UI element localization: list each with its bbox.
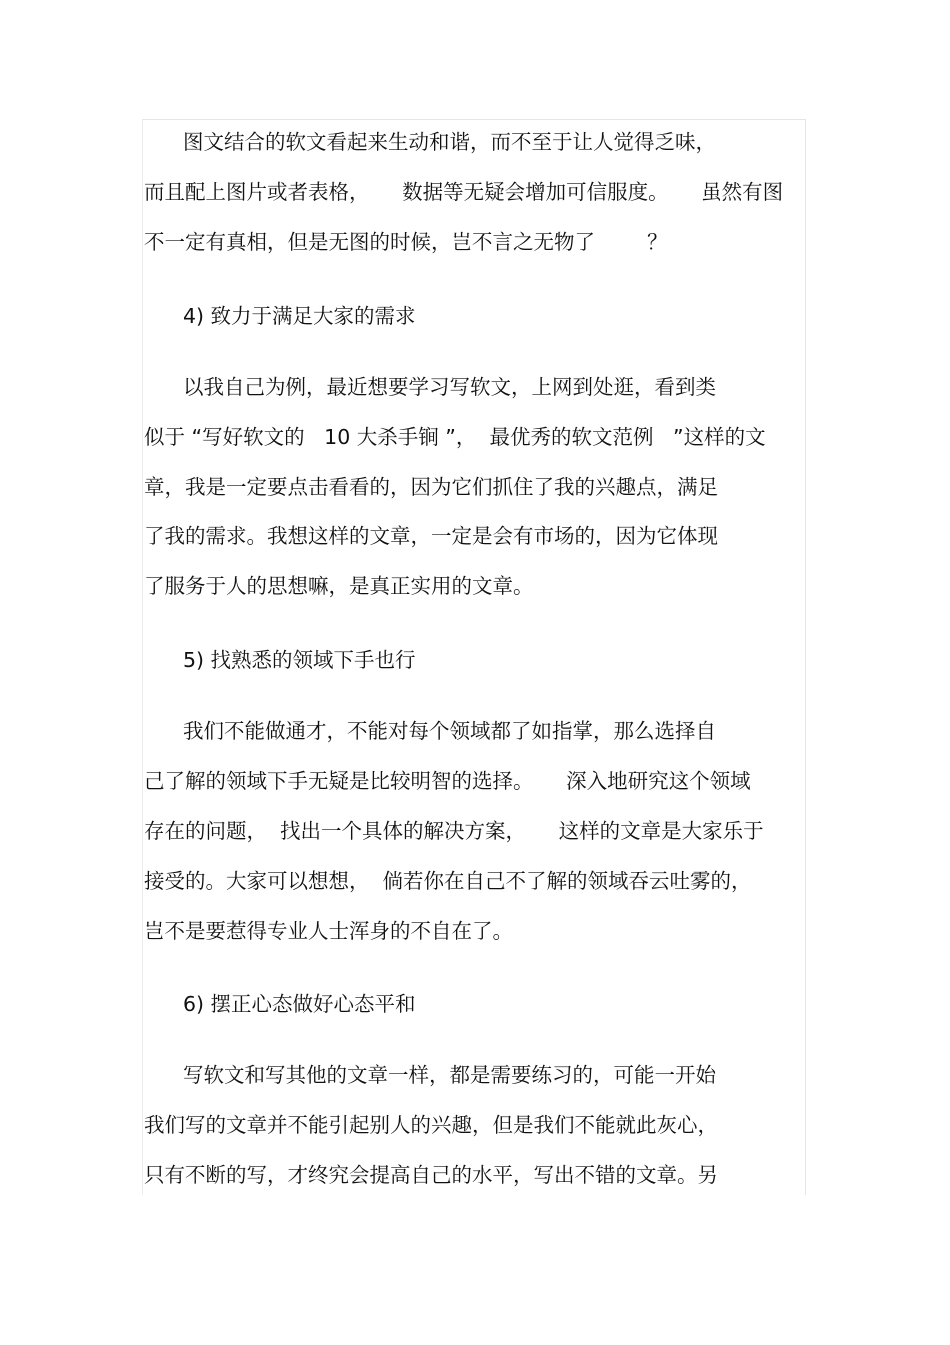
paragraph-line: 了我的需求。我想这样的文章，一定是会有市场的，因为它体现	[144, 524, 718, 548]
paragraph-line: 章，我是一定要点击看看的，因为它们抓住了我的兴趣点，满足	[144, 475, 718, 499]
paragraph-line: 不一定有真相，但是无图的时候，岂不言之无物了 ？	[144, 230, 668, 254]
section-heading: 5) 找熟悉的领域下手也行	[183, 648, 416, 672]
paragraph-line: 以我自己为例，最近想要学习写软文，上网到处逛，看到类	[183, 375, 716, 399]
paragraph-line: 而且配上图片或者表格， 数据等无疑会增加可信服度。 虽然有图	[144, 180, 784, 204]
paragraph-line: 图文结合的软文看起来生动和谐，而不至于让人觉得乏味，	[183, 130, 716, 154]
paragraph-line: 写软文和写其他的文章一样，都是需要练习的，可能一开始	[183, 1063, 716, 1087]
section-heading: 6) 摆正心态做好心态平和	[183, 992, 416, 1016]
paragraph-line: 岂不是要惹得专业人士浑身的不自在了。	[144, 919, 513, 943]
paragraph-line: 存在的问题， 找出一个具体的解决方案， 这样的文章是大家乐于	[144, 819, 764, 843]
paragraph-line: 似于 “写好软文的 10 大杀手锏 ”， 最优秀的软文范例 ”这样的文	[144, 425, 766, 449]
section-heading: 4) 致力于满足大家的需求	[183, 304, 416, 328]
paragraph-line: 我们不能做通才，不能对每个领域都了如指掌，那么选择自	[183, 719, 716, 743]
paragraph-line: 我们写的文章并不能引起别人的兴趣，但是我们不能就此灰心，	[144, 1113, 718, 1137]
paragraph-line: 己了解的领域下手无疑是比较明智的选择。 深入地研究这个领域	[144, 769, 751, 793]
paragraph-line: 接受的。大家可以想想， 倘若你在自己不了解的领域吞云吐雾的，	[144, 869, 752, 893]
paragraph-line: 只有不断的写，才终究会提高自己的水平，写出不错的文章。另	[144, 1163, 718, 1187]
paragraph-line: 了服务于人的思想嘛，是真正实用的文章。	[144, 574, 534, 598]
